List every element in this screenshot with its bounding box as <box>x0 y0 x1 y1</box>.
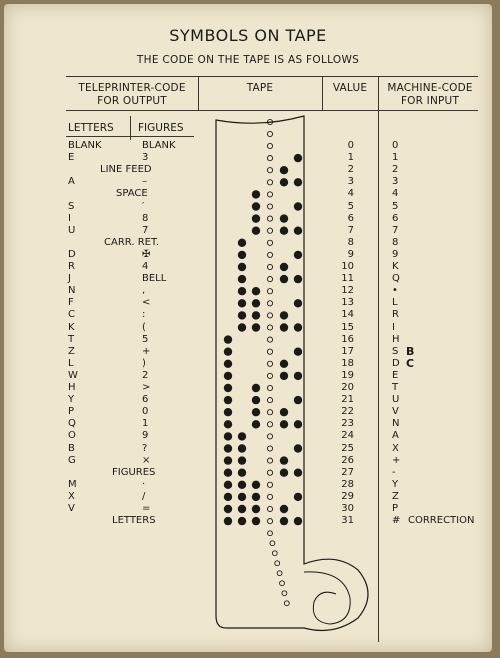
letter-cell: S <box>68 200 75 212</box>
sprocket-hole <box>267 156 272 161</box>
control-label: CARR. RET. <box>104 236 160 248</box>
figure-cell: , <box>142 285 146 297</box>
machine-code-cell: E <box>392 369 399 381</box>
value-cell: 21 <box>341 394 354 406</box>
page-title: SYMBOLS ON TAPE <box>169 26 327 45</box>
sprocket-hole <box>267 325 272 330</box>
tape-hole <box>280 420 288 428</box>
tape-hole <box>238 251 246 259</box>
tape-hole <box>294 348 302 356</box>
tape-hole <box>294 251 302 259</box>
control-label: LETTERS <box>112 515 156 527</box>
tape-hole <box>280 456 288 464</box>
teleprinter-header-line2: FOR OUTPUT <box>97 95 167 107</box>
letter-cell: K <box>68 321 75 333</box>
control-label: LINE FEED <box>100 164 152 176</box>
sprocket-hole <box>267 410 272 415</box>
sprocket-hole <box>267 264 272 269</box>
page-subtitle: THE CODE ON THE TAPE IS AS FOLLOWS <box>136 54 360 66</box>
sprocket-hole <box>267 192 272 197</box>
machine-code-cell: 9 <box>392 248 399 260</box>
figure-cell: 3 <box>142 152 149 164</box>
tape-hole <box>280 275 288 283</box>
letter-cell: G <box>68 454 76 466</box>
tape-hole <box>280 469 288 477</box>
tape-hole <box>238 311 246 319</box>
tape-hole <box>224 456 232 464</box>
letter-cell: T <box>68 333 75 345</box>
sprocket-hole <box>267 494 272 499</box>
sprocket-hole <box>272 551 277 556</box>
tape-hole <box>252 311 260 319</box>
tape-hole <box>252 493 260 501</box>
tape-hole <box>224 384 232 392</box>
value-cell: 14 <box>341 309 354 321</box>
value-cell: 7 <box>347 224 354 236</box>
tape-hole <box>280 323 288 331</box>
tape-hole <box>280 263 288 271</box>
tape-hole <box>294 396 302 404</box>
machine-code-cell: P <box>392 503 399 514</box>
tape-hole <box>294 178 302 186</box>
letter-cell: Z <box>68 345 75 357</box>
letter-cell: I <box>68 212 71 224</box>
value-cell: 4 <box>347 188 354 200</box>
machine-code-cell: 2 <box>392 164 399 176</box>
value-cell: 1 <box>347 152 354 164</box>
figure-cell: / <box>142 490 146 502</box>
machine-code-cell: 5 <box>392 200 399 212</box>
sprocket-hole <box>267 228 272 233</box>
figure-cell: ? <box>142 442 148 454</box>
tape-hole <box>224 517 232 525</box>
sprocket-hole <box>267 168 272 173</box>
tape-hole <box>294 420 302 428</box>
tape-hole <box>252 227 260 235</box>
figure-cell: ′ <box>142 200 145 212</box>
machine-code-cell: H <box>392 333 400 345</box>
sprocket-hole <box>267 313 272 318</box>
code-card <box>4 4 492 652</box>
figure-cell: 6 <box>142 394 149 406</box>
letter-cell: E <box>68 152 75 164</box>
machine-code-cell: 0 <box>392 140 399 151</box>
figure-cell: + <box>142 345 151 357</box>
letter-cell: J <box>68 273 71 285</box>
tape-hole <box>224 348 232 356</box>
value-cell: 26 <box>341 454 354 466</box>
sprocket-hole <box>280 581 285 586</box>
letter-cell: P <box>68 406 75 418</box>
correction-note: CORRECTION <box>408 515 475 527</box>
tape-hole <box>238 505 246 513</box>
tape-hole <box>294 154 302 162</box>
sprocket-hole <box>284 601 289 606</box>
letter-cell: A <box>68 176 75 188</box>
sprocket-hole <box>270 541 275 546</box>
sprocket-hole <box>267 216 272 221</box>
sprocket-hole <box>282 591 287 596</box>
letters-subheader: LETTERS <box>68 122 114 134</box>
sprocket-hole <box>267 422 272 427</box>
letter-cell: C <box>68 309 75 321</box>
tape-hole <box>238 299 246 307</box>
value-cell: 28 <box>341 478 354 490</box>
letter-cell: V <box>68 503 75 514</box>
machine-code-cell: # <box>392 515 401 527</box>
value-cell: 9 <box>347 248 354 260</box>
tape-hole <box>224 360 232 368</box>
tape-hole <box>280 227 288 235</box>
value-cell: 31 <box>341 515 354 527</box>
value-cell: 23 <box>341 418 354 430</box>
tape-hole <box>294 323 302 331</box>
value-cell: 11 <box>341 273 354 285</box>
tape-hole <box>280 311 288 319</box>
value-cell: 18 <box>341 357 354 369</box>
tape-hole <box>252 384 260 392</box>
machine-header-line1: MACHINE-CODE <box>387 82 473 94</box>
machine-header-line2: FOR INPUT <box>400 95 460 107</box>
value-cell: 17 <box>341 345 354 357</box>
figure-cell: ✠ <box>142 248 151 260</box>
tape-hole <box>252 408 260 416</box>
tape-hole <box>238 287 246 295</box>
tape-hole <box>252 287 260 295</box>
figures-subheader: FIGURES <box>138 122 184 134</box>
letter-cell: Y <box>68 394 75 406</box>
sprocket-hole <box>267 180 272 185</box>
letter-cell: H <box>68 382 76 393</box>
tape-hole <box>224 408 232 416</box>
tape-hole <box>294 202 302 210</box>
sprocket-hole <box>277 571 282 576</box>
sprocket-hole <box>267 398 272 403</box>
letter-cell: L <box>68 357 74 369</box>
sprocket-hole <box>267 131 272 136</box>
machine-code-cell: Q <box>392 273 400 285</box>
value-cell: 2 <box>347 164 354 176</box>
value-cell: 20 <box>341 382 354 393</box>
value-cell: 27 <box>341 466 354 478</box>
figure-cell: 0 <box>142 406 149 418</box>
tape-hole <box>252 517 260 525</box>
machine-code-cell: U <box>392 394 400 406</box>
tape-hole <box>280 505 288 513</box>
machine-code-cell: 8 <box>392 236 399 248</box>
value-cell: 30 <box>341 503 354 514</box>
sprocket-hole <box>268 531 273 536</box>
sprocket-hole <box>267 482 272 487</box>
value-cell: 5 <box>347 200 354 212</box>
figure-cell: 1 <box>142 418 149 430</box>
figure-cell: 7 <box>142 224 149 236</box>
letter-cell: B <box>68 442 75 454</box>
sprocket-hole <box>267 385 272 390</box>
value-cell: 0 <box>347 140 354 151</box>
tape-hole <box>280 178 288 186</box>
machine-code-cell: T <box>392 382 399 393</box>
value-cell: 12 <box>341 285 354 297</box>
value-cell: 13 <box>341 297 354 309</box>
value-cell: 25 <box>341 442 354 454</box>
letter-cell: R <box>68 261 75 272</box>
sprocket-hole <box>267 446 272 451</box>
handwritten-c: C <box>406 357 415 370</box>
sprocket-hole <box>267 252 272 257</box>
machine-code-cell: I <box>392 321 395 333</box>
figure-cell: 5 <box>142 333 149 345</box>
tape-hole <box>238 493 246 501</box>
tape-hole <box>294 444 302 452</box>
tape-hole <box>280 360 288 368</box>
value-cell: 16 <box>341 333 354 345</box>
value-cell: 6 <box>347 212 354 224</box>
value-cell: 22 <box>341 406 354 418</box>
value-cell: 10 <box>341 261 354 272</box>
sprocket-hole <box>267 434 272 439</box>
tape-hole <box>238 263 246 271</box>
tape-hole <box>238 456 246 464</box>
tape-header: TAPE <box>246 82 274 94</box>
tape-hole <box>252 323 260 331</box>
sprocket-hole <box>267 361 272 366</box>
machine-code-cell: N <box>392 418 400 430</box>
handwritten-b: B <box>406 345 415 358</box>
tape-hole <box>252 214 260 222</box>
machine-code-cell: 7 <box>392 224 399 236</box>
tape-hole <box>252 396 260 404</box>
machine-code-cell: 4 <box>392 188 399 200</box>
tape-outline <box>216 116 368 630</box>
tape-hole <box>224 335 232 343</box>
tape-hole <box>280 517 288 525</box>
value-cell: 15 <box>341 321 354 333</box>
tape-hole <box>224 444 232 452</box>
tape-hole <box>238 481 246 489</box>
sprocket-hole <box>267 240 272 245</box>
value-cell: 24 <box>341 430 354 442</box>
tape-hole <box>224 432 232 440</box>
machine-code-cell: S <box>392 345 399 357</box>
sprocket-hole <box>267 373 272 378</box>
tape-hole <box>238 469 246 477</box>
tape-hole <box>294 469 302 477</box>
figure-cell: 9 <box>142 430 149 442</box>
machine-code-cell: Y <box>392 478 399 490</box>
tape-hole <box>224 481 232 489</box>
tape-hole <box>252 420 260 428</box>
letter-cell: D <box>68 248 76 260</box>
tape-hole <box>280 372 288 380</box>
tape-hole <box>294 493 302 501</box>
figure-cell: ( <box>142 321 146 333</box>
control-label: FIGURES <box>112 466 156 478</box>
figure-cell: × <box>142 454 151 466</box>
sprocket-hole <box>267 143 272 148</box>
value-cell: 19 <box>341 369 354 381</box>
tape-hole <box>252 481 260 489</box>
value-cell: 29 <box>341 490 354 502</box>
figure-cell: · <box>142 478 146 490</box>
tape-hole <box>294 517 302 525</box>
tape-hole <box>224 469 232 477</box>
tape-hole <box>252 190 260 198</box>
machine-code-cell: A <box>392 430 399 442</box>
value-cell: 8 <box>347 236 354 248</box>
tape-hole <box>238 323 246 331</box>
letter-cell: W <box>68 369 78 381</box>
sprocket-hole <box>267 289 272 294</box>
teleprinter-header-line1: TELEPRINTER-CODE <box>78 82 186 94</box>
figure-cell: ) <box>142 357 146 369</box>
sprocket-hole <box>267 337 272 342</box>
control-label: SPACE <box>116 188 148 200</box>
machine-code-cell: 6 <box>392 212 399 224</box>
figure-cell: BLANK <box>142 140 176 151</box>
machine-code-cell: 3 <box>392 176 399 188</box>
tape-hole <box>224 505 232 513</box>
machine-code-cell: - <box>392 466 396 478</box>
letter-cell: X <box>68 490 75 502</box>
tape-hole <box>294 372 302 380</box>
sprocket-hole <box>275 561 280 566</box>
tape-hole <box>294 275 302 283</box>
figure-cell: = <box>142 503 151 514</box>
tape-hole <box>280 214 288 222</box>
tape-hole <box>280 408 288 416</box>
machine-code-cell: L <box>392 297 398 309</box>
machine-code-cell: • <box>392 285 398 297</box>
tape-hole <box>238 444 246 452</box>
tape-hole <box>238 517 246 525</box>
figure-cell: 8 <box>142 212 149 224</box>
tape-hole <box>238 275 246 283</box>
tape-hole <box>224 493 232 501</box>
tape-curl <box>304 572 350 624</box>
figure-cell: > <box>142 382 151 393</box>
machine-code-cell: Z <box>392 490 399 502</box>
letter-cell: Q <box>68 418 76 430</box>
sprocket-hole <box>267 506 272 511</box>
letter-cell: M <box>68 478 77 490</box>
machine-code-cell: D <box>392 357 400 369</box>
tape-hole <box>238 432 246 440</box>
machine-code-cell: R <box>392 309 399 321</box>
letter-cell: N <box>68 285 76 297</box>
figure-cell: 2 <box>142 369 149 381</box>
tape-hole <box>224 420 232 428</box>
figure-cell: – <box>142 176 147 188</box>
value-header: VALUE <box>332 82 368 94</box>
letter-cell: F <box>68 297 74 309</box>
tape-hole <box>280 166 288 174</box>
value-cell: 3 <box>347 176 354 188</box>
tape-hole <box>238 239 246 247</box>
tape-hole <box>252 505 260 513</box>
letter-cell: O <box>68 430 76 442</box>
letter-cell: BLANK <box>68 140 102 151</box>
sprocket-hole <box>267 204 272 209</box>
tape-hole <box>294 299 302 307</box>
tape-hole <box>224 396 232 404</box>
sprocket-hole <box>267 301 272 306</box>
machine-code-cell: K <box>392 261 399 272</box>
machine-code-cell: V <box>392 406 399 418</box>
figure-cell: : <box>142 309 146 321</box>
machine-code-cell: X <box>392 442 399 454</box>
tape-hole <box>294 227 302 235</box>
tape-hole <box>224 372 232 380</box>
sprocket-hole <box>267 349 272 354</box>
machine-code-cell: 1 <box>392 152 399 164</box>
sprocket-hole <box>267 470 272 475</box>
letter-cell: U <box>68 224 76 236</box>
sprocket-hole <box>267 519 272 524</box>
sprocket-hole <box>267 277 272 282</box>
sprocket-hole <box>267 458 272 463</box>
tape-hole <box>252 299 260 307</box>
machine-code-cell: + <box>392 454 401 466</box>
figure-cell: BELL <box>142 273 167 285</box>
paper-tape <box>4 4 492 652</box>
tape-hole <box>252 202 260 210</box>
figure-cell: < <box>142 297 151 309</box>
figure-cell: 4 <box>142 261 149 272</box>
